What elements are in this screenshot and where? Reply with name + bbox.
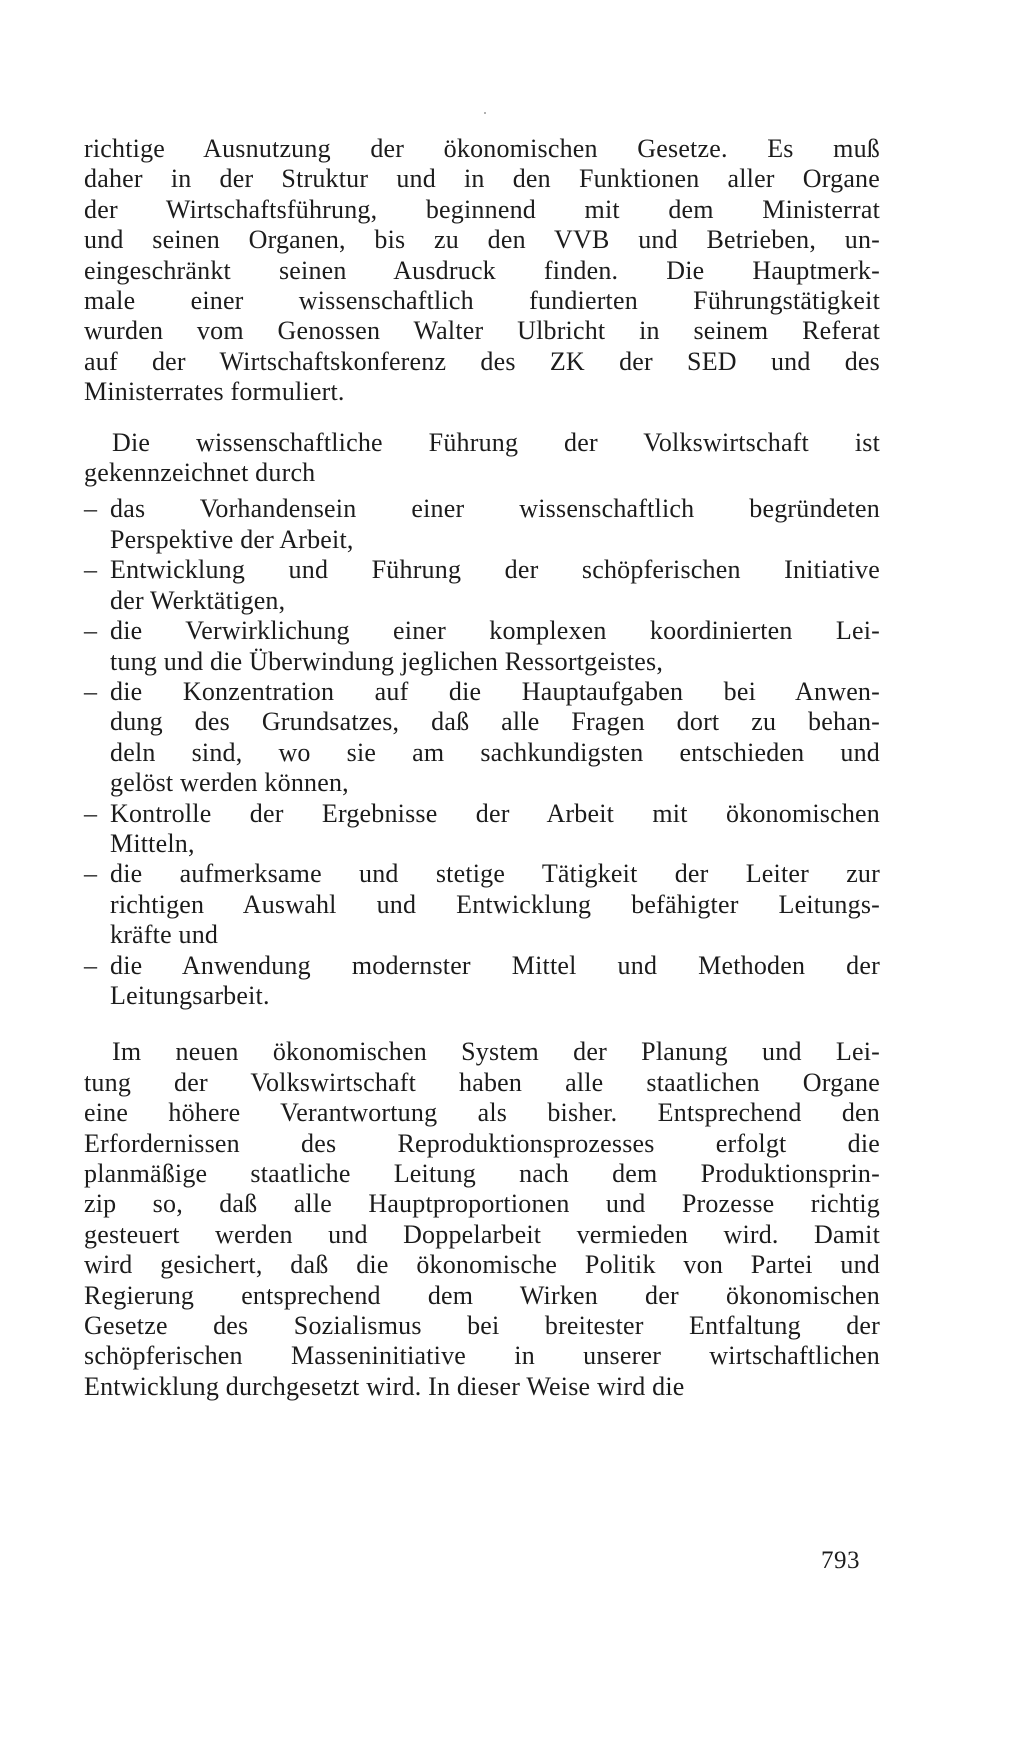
page-number: 793	[821, 1547, 860, 1574]
list-item	[84, 677, 880, 799]
text-line: Die wissenschaftliche Führung der Volkswirtschaft ist	[112, 427, 880, 457]
text-line: die Konzentration auf die Hauptaufgaben bei Anwen-	[110, 676, 880, 706]
dash-bullet: –	[84, 950, 98, 980]
dash-bullet: –	[84, 616, 98, 646]
dash-list	[84, 494, 880, 1011]
text-line: tung und die Überwindung jeglichen Ressortgeistes,	[110, 646, 664, 676]
text-line: die Verwirklichung einer komplexen koordinierten Lei-	[110, 616, 880, 646]
text-line: Leitungsarbeit.	[110, 980, 270, 1010]
text-line: gelöst werden können,	[110, 768, 349, 798]
text-line: der Wirtschaftsführung, beginnend mit dem Ministerrat	[84, 194, 880, 224]
text-line: eingeschränkt seinen Ausdruck finden. Die Hauptmerk-	[84, 255, 880, 285]
text-line: kräfte und	[110, 920, 219, 950]
text-line: wird gesichert, daß die ökonomische Politik von Partei und	[84, 1250, 880, 1280]
text-line: Ministerrates formuliert.	[84, 377, 345, 407]
text-line: das Vorhandensein einer wissenschaftlich begründeten	[110, 494, 880, 524]
dash-bullet: –	[84, 494, 98, 524]
list-item	[84, 799, 880, 860]
text-line: daher in der Struktur und in den Funktionen aller Organe	[84, 164, 880, 194]
text-line: schöpferischen Masseninitiative in unserer wirtschaftlichen	[84, 1341, 880, 1371]
list-item	[84, 494, 880, 555]
text-line: Mitteln,	[110, 828, 195, 858]
text-line: Entwicklung und Führung der schöpferischen Initiative	[110, 555, 880, 585]
text-line: Erfordernissen des Reproduktionsprozesses erfolgt die	[84, 1128, 880, 1158]
list-item	[84, 555, 880, 616]
text-line: wurden vom Genossen Walter Ulbricht in seinem Referat	[84, 316, 880, 346]
text-line: und seinen Organen, bis zu den VVB und Betrieben, un-	[84, 225, 880, 255]
text-line: eine höhere Verantwortung als bisher. Entsprechend den	[84, 1098, 880, 1128]
text-line: deln sind, wo sie am sachkundigsten entschieden und	[110, 737, 880, 767]
list-item	[84, 951, 880, 1012]
text-line: Gesetze des Sozialismus bei breitester Entfaltung der	[84, 1311, 880, 1341]
paragraph-3	[84, 1037, 880, 1402]
text-line: tung der Volkswirtschaft haben alle staatlichen Organe	[84, 1067, 880, 1097]
text-line: die aufmerksame und stetige Tätigkeit der Leiter zur	[110, 859, 880, 889]
list-item	[84, 859, 880, 950]
text-line: zip so, daß alle Hauptproportionen und Prozesse richtig	[84, 1189, 880, 1219]
dash-bullet: –	[84, 555, 98, 585]
text-line: Im neuen ökonomischen System der Planung und Lei-	[112, 1037, 880, 1067]
text-line: gesteuert werden und Doppelarbeit vermieden wird. Damit	[84, 1219, 880, 1249]
dash-bullet: –	[84, 798, 98, 828]
text-line: richtigen Auswahl und Entwicklung befähigter Leitungs-	[110, 889, 880, 919]
page-body	[84, 134, 880, 1402]
speck-mark	[484, 112, 486, 114]
text-line: der Werktätigen,	[110, 585, 286, 615]
dash-bullet: –	[84, 676, 98, 706]
text-line: auf der Wirtschaftskonferenz des ZK der SED und des	[84, 346, 880, 376]
text-line: Entwicklung durchgesetzt wird. In dieser Weise wird die	[84, 1371, 685, 1401]
text-line: gekennzeichnet durch	[84, 458, 316, 488]
text-line: male einer wissenschaftlich fundierten Führungstätigkeit	[84, 286, 880, 316]
text-line: planmäßige staatliche Leitung nach dem Produktionsprin-	[84, 1159, 880, 1188]
dash-bullet: –	[84, 859, 98, 889]
list-item	[84, 616, 880, 677]
text-line: dung des Grundsatzes, daß alle Fragen dort zu behan-	[110, 707, 880, 737]
text-line: richtige Ausnutzung der ökonomischen Gesetze. Es muß	[84, 134, 880, 163]
text-line: Regierung entsprechend dem Wirken der ökonomischen	[84, 1280, 880, 1310]
paragraph-2	[84, 428, 880, 489]
text-line: Kontrolle der Ergebnisse der Arbeit mit ökonomischen	[110, 798, 880, 828]
text-line: die Anwendung modernster Mittel und Methoden der	[110, 950, 880, 980]
paragraph-1	[84, 134, 880, 408]
text-line: Perspektive der Arbeit,	[110, 524, 354, 554]
